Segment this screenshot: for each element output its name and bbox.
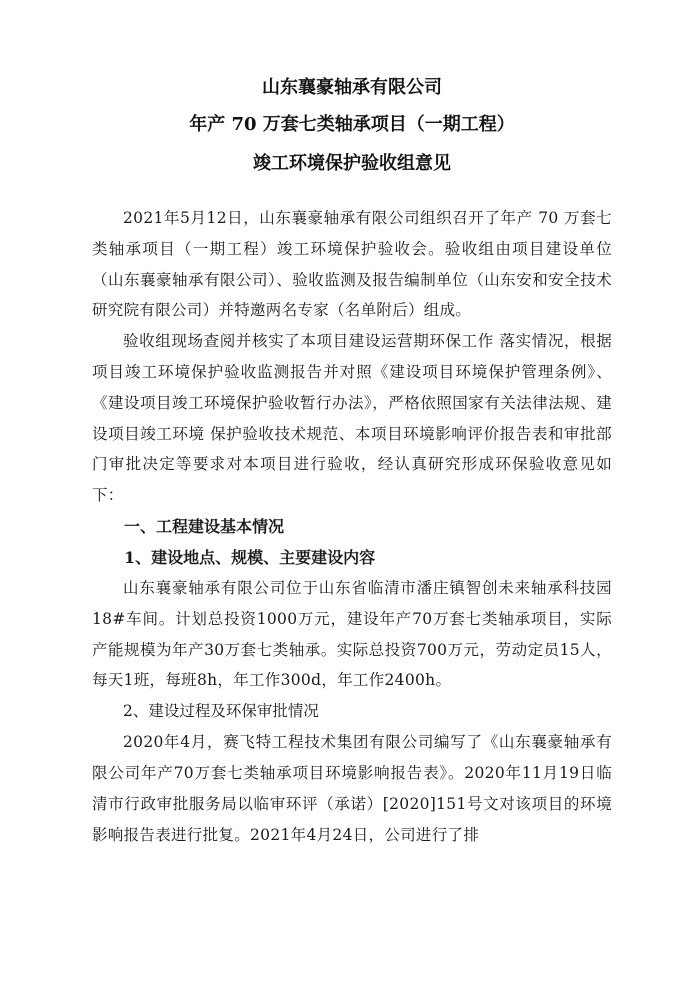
paragraph-location: 山东襄豪轴承有限公司位于山东省临清市潘庄镇智创未来轴承科技园18#车间。计划总投资1000万元，建设年产70万套七类轴承项目，实际产能规模为年产30万套七类轴承。实际总投资700万元，劳动定员15人，每天1班，每班8h，年工作300d，年工作2400h。 — [92, 578, 612, 690]
subsection-heading-process: 2、建设过程及环保审批情况 — [123, 702, 319, 721]
subsection-heading-location: 1、建设地点、规模、主要建设内容 — [124, 547, 376, 567]
paragraph-verification: 验收组现场查阅并核实了本项目建设运营期环保工作 落实情况，根据项目竣工环境保护验收监测报告并对照《建设项目环境保护管理条例》、《建设项目竣工环境保护验收暂行办法》，严格依照国家有关法律法规、建设项目竣工环境 保护验收技术规范、本项目环境影响评价报告表和审批部门审批决定等要求对本项目进行验收，经认真研究形成环保验收意见如下： — [92, 332, 612, 505]
paragraph-approval: 2020年4月，赛飞特工程技术集团有限公司编写了《山东襄豪轴承有限公司年产70万套七类轴承项目环境影响报告表》。2020年11月19日临清市行政审批服务局以临审环评（承诺）[2020]151号文对该项目的环境影响报告表进行批复。2021年4月24日，公司进行了排 — [92, 733, 612, 844]
title-project: 年产 70 万套七类轴承项目（一期工程） — [189, 114, 515, 135]
title-company: 山东襄豪轴承有限公司 — [262, 77, 442, 98]
section-heading-basic-info: 一、工程建设基本情况 — [124, 516, 285, 536]
paragraph-meeting: 2021年5月12日，山东襄豪轴承有限公司组织召开了年产 70 万套七类轴承项目（一期工程）竣工环境保护验收会。验收组由项目建设单位（山东襄豪轴承有限公司）、验收监测及报告编制单位（山东安和安全技术研究院有限公司）并特邀两名专家（名单附后）组成。 — [92, 209, 612, 320]
title-opinion: 竣工环境保护验收组意见 — [253, 153, 451, 174]
